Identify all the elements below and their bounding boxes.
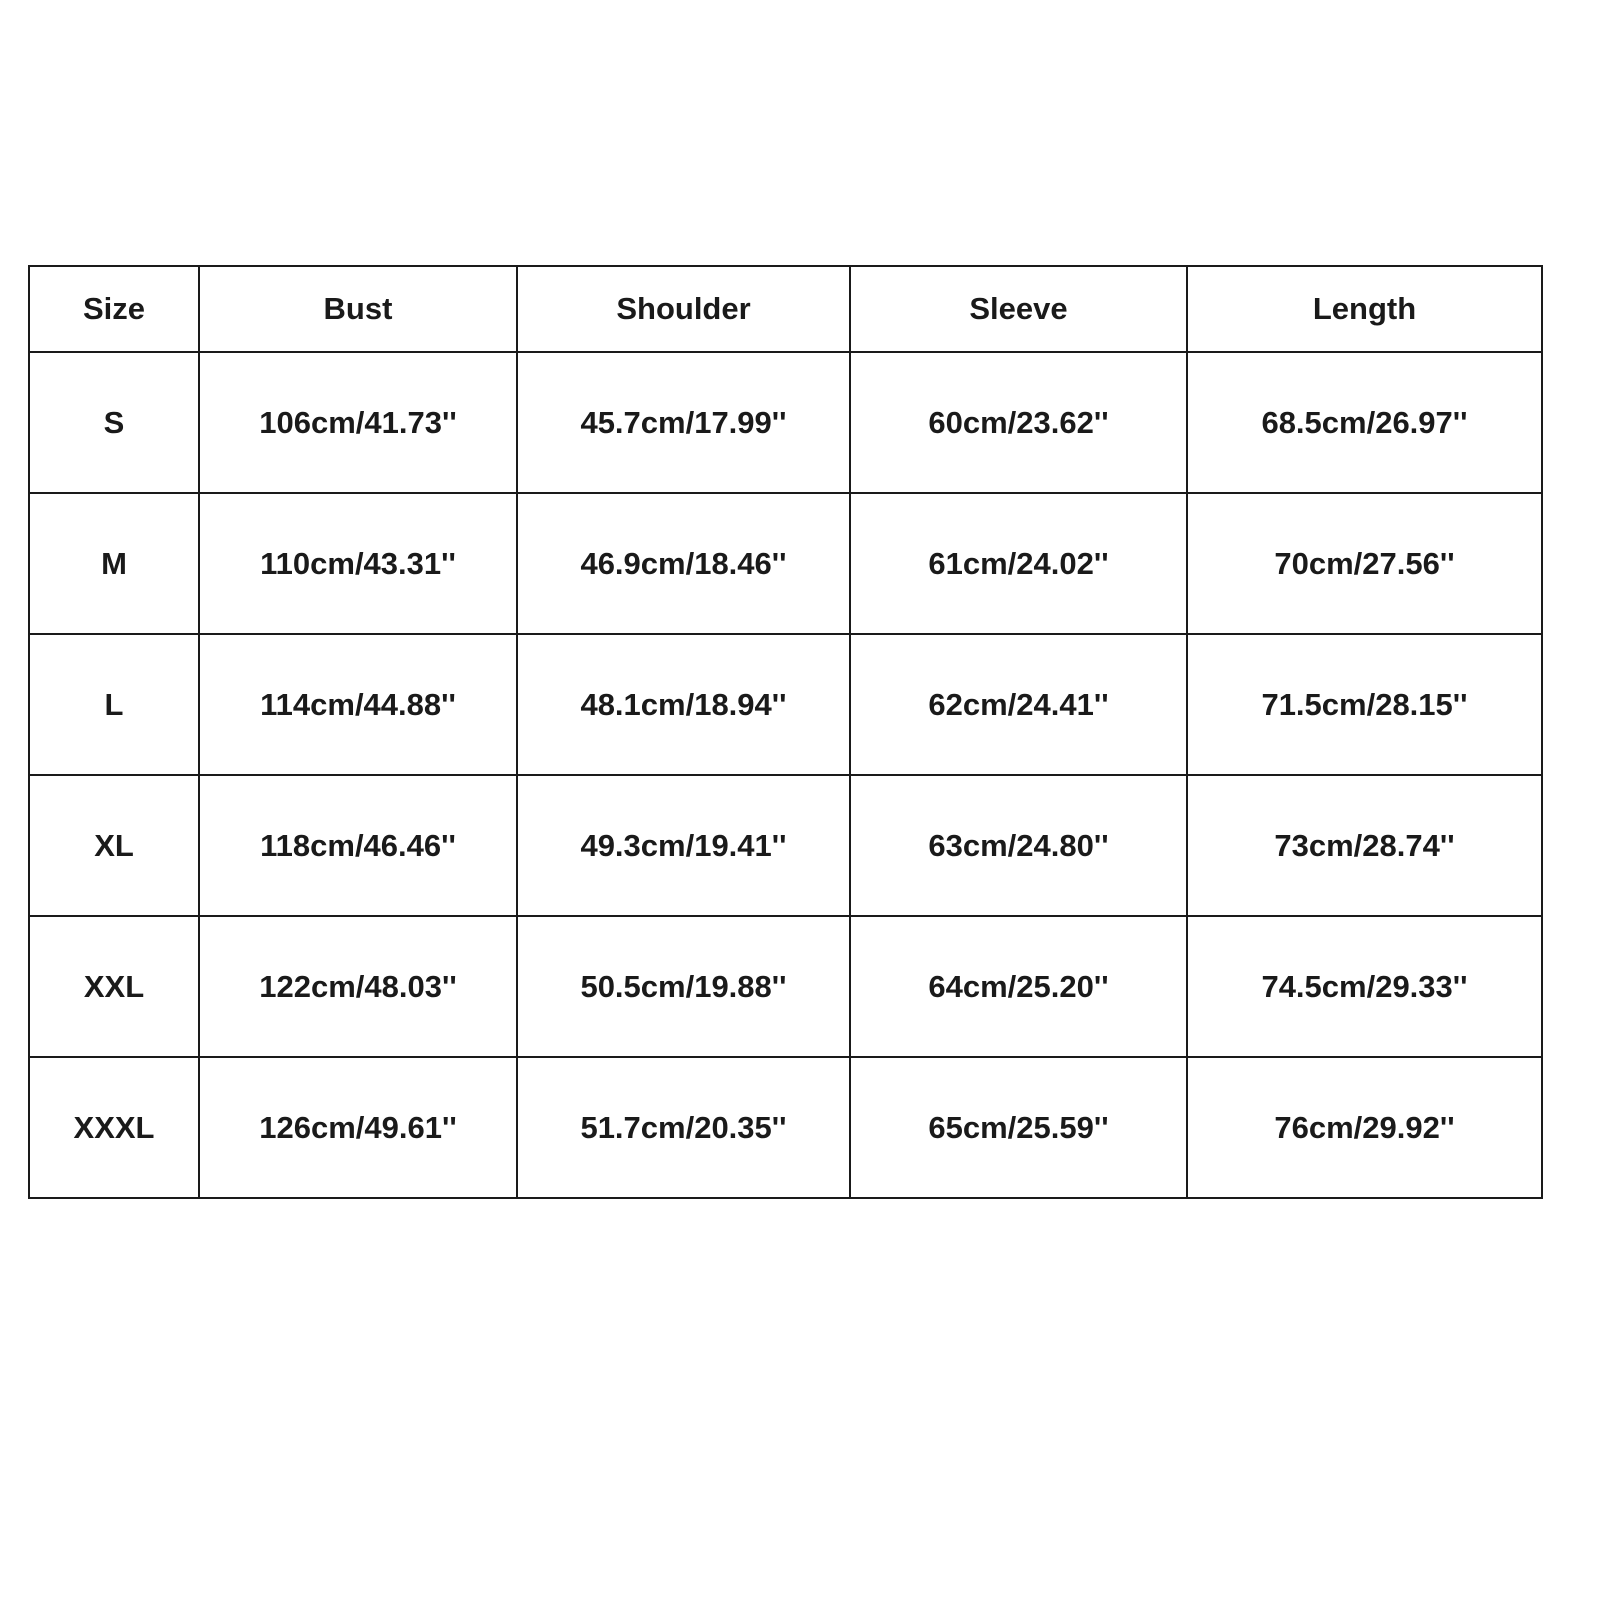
shoulder-cell: 50.5cm/19.88'' (517, 916, 850, 1057)
shoulder-cell: 48.1cm/18.94'' (517, 634, 850, 775)
header-shoulder: Shoulder (517, 266, 850, 352)
sleeve-cell: 64cm/25.20'' (850, 916, 1187, 1057)
shoulder-cell: 49.3cm/19.41'' (517, 775, 850, 916)
shoulder-cell: 51.7cm/20.35'' (517, 1057, 850, 1198)
sleeve-cell: 63cm/24.80'' (850, 775, 1187, 916)
size-chart-table (28, 265, 1543, 1199)
length-cell: 76cm/29.92'' (1187, 1057, 1542, 1198)
size-chart-header (29, 266, 1542, 352)
header-length: Length (1187, 266, 1542, 352)
length-cell: 73cm/28.74'' (1187, 775, 1542, 916)
size-cell: XXXL (29, 1057, 199, 1198)
sleeve-cell: 61cm/24.02'' (850, 493, 1187, 634)
shoulder-cell: 46.9cm/18.46'' (517, 493, 850, 634)
table-row (29, 916, 1542, 1057)
length-cell: 71.5cm/28.15'' (1187, 634, 1542, 775)
size-cell: S (29, 352, 199, 493)
header-row (29, 266, 1542, 352)
bust-cell: 114cm/44.88'' (199, 634, 517, 775)
bust-cell: 118cm/46.46'' (199, 775, 517, 916)
length-cell: 74.5cm/29.33'' (1187, 916, 1542, 1057)
size-cell: XXL (29, 916, 199, 1057)
header-sleeve: Sleeve (850, 266, 1187, 352)
length-cell: 68.5cm/26.97'' (1187, 352, 1542, 493)
sleeve-cell: 65cm/25.59'' (850, 1057, 1187, 1198)
sleeve-cell: 60cm/23.62'' (850, 352, 1187, 493)
header-size: Size (29, 266, 199, 352)
bust-cell: 110cm/43.31'' (199, 493, 517, 634)
size-cell: L (29, 634, 199, 775)
table-row (29, 634, 1542, 775)
size-cell: M (29, 493, 199, 634)
size-chart-body (29, 352, 1542, 1198)
bust-cell: 106cm/41.73'' (199, 352, 517, 493)
bust-cell: 126cm/49.61'' (199, 1057, 517, 1198)
table-row (29, 493, 1542, 634)
sleeve-cell: 62cm/24.41'' (850, 634, 1187, 775)
table-row (29, 775, 1542, 916)
table-row (29, 352, 1542, 493)
table-row (29, 1057, 1542, 1198)
length-cell: 70cm/27.56'' (1187, 493, 1542, 634)
size-cell: XL (29, 775, 199, 916)
shoulder-cell: 45.7cm/17.99'' (517, 352, 850, 493)
header-bust: Bust (199, 266, 517, 352)
bust-cell: 122cm/48.03'' (199, 916, 517, 1057)
